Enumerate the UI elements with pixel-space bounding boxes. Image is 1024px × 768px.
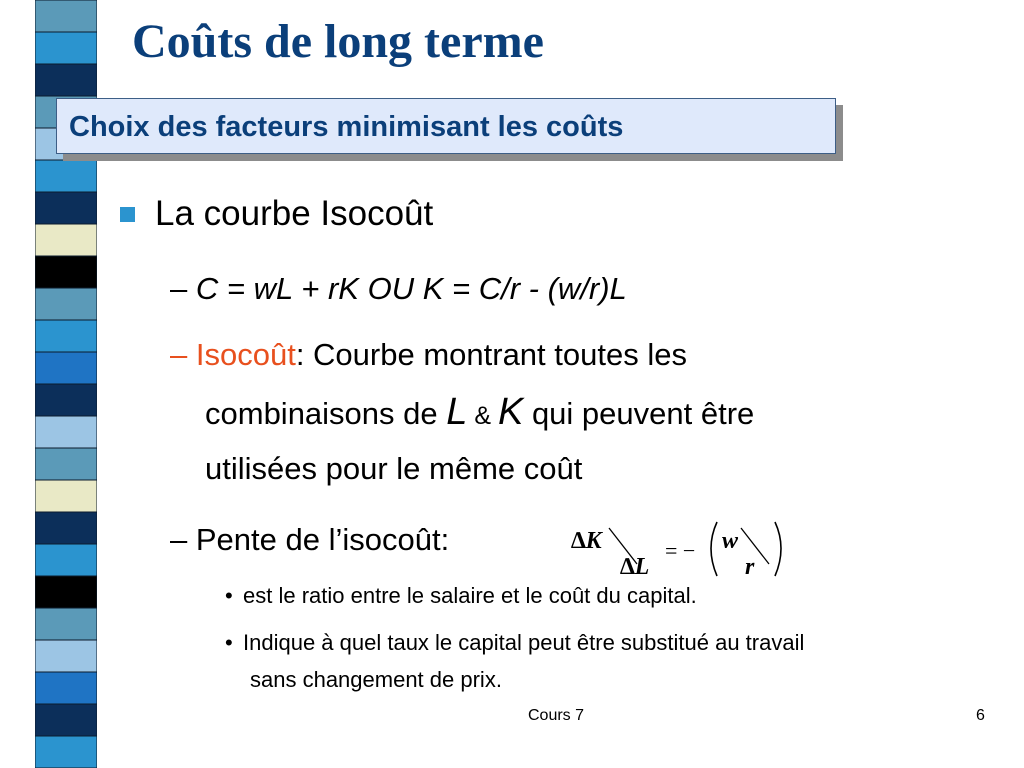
bullet-main — [120, 193, 433, 235]
stripe-block — [35, 736, 97, 768]
sub-item-slope: – Pente de l’isocoût: — [170, 522, 450, 557]
stripe-block — [35, 192, 97, 224]
formula-r: r — [745, 554, 755, 580]
stripe-block — [35, 32, 97, 64]
page-number: 6 — [976, 707, 985, 724]
subtitle-text: Choix des facteurs minimisant les coûts — [69, 111, 624, 143]
stripe-block — [35, 224, 97, 256]
subsub-item-ratio — [225, 579, 697, 613]
slope-formula — [565, 516, 795, 580]
stripe-block — [35, 448, 97, 480]
var-K: K — [497, 391, 524, 433]
formula-paren-right — [775, 522, 781, 576]
formula-equals: = − — [665, 538, 696, 563]
definition-line-3: utilisées pour le même coût — [205, 451, 583, 486]
dot-bullet-icon: • — [225, 583, 233, 608]
definition-term: Isocoût — [195, 337, 296, 372]
subsub-ratio-text: est le ratio entre le salaire et le coût du capital. — [243, 583, 697, 608]
stripe-block — [35, 160, 97, 192]
stripe-block — [35, 0, 97, 32]
bullet-main-text: La courbe Isocoût — [155, 194, 434, 233]
definition-line2-b: qui peuvent être — [523, 396, 755, 431]
stripe-block — [35, 384, 97, 416]
subsub-item-substitution — [225, 626, 804, 660]
ampersand: & — [467, 402, 498, 430]
stripe-block — [35, 288, 97, 320]
stripe-block — [35, 352, 97, 384]
definition-line2-a: combinaisons de — [205, 396, 447, 431]
formula-paren-left — [711, 522, 717, 576]
dot-bullet-icon: • — [225, 630, 233, 655]
sub-item-definition — [170, 327, 687, 383]
stripe-block — [35, 608, 97, 640]
stripe-block — [35, 672, 97, 704]
definition-dash: – — [170, 337, 196, 372]
subsub-substitution-line-2: sans changement de prix. — [250, 667, 502, 692]
formula-w: w — [722, 528, 739, 554]
stripe-block — [35, 512, 97, 544]
page-title: Coûts de long terme — [132, 15, 544, 68]
stripe-block — [35, 704, 97, 736]
definition-text: : Courbe montrant toutes les — [295, 337, 687, 372]
stripe-block — [35, 64, 97, 96]
square-bullet-icon — [120, 207, 135, 222]
formula-denominator: ∆L — [620, 554, 650, 580]
var-L: L — [446, 391, 468, 433]
stripe-block — [35, 544, 97, 576]
stripe-block — [35, 576, 97, 608]
formula-numerator: ∆K — [571, 528, 602, 554]
subsub-substitution-text-1: Indique à quel taux le capital peut être substitué au travail — [243, 630, 805, 655]
stripe-block — [35, 320, 97, 352]
footer-course: Cours 7 — [528, 707, 585, 724]
sub-item-equation: – C = wL + rK OU K = C/r - (w/r)L — [170, 271, 627, 306]
stripe-block — [35, 640, 97, 672]
equation-text: C = wL + rK OU K = C/r - (w/r)L — [195, 271, 627, 306]
stripe-block — [35, 480, 97, 512]
definition-line-2 — [205, 384, 754, 444]
stripe-block — [35, 256, 97, 288]
subtitle-box — [56, 98, 836, 154]
stripe-block — [35, 416, 97, 448]
